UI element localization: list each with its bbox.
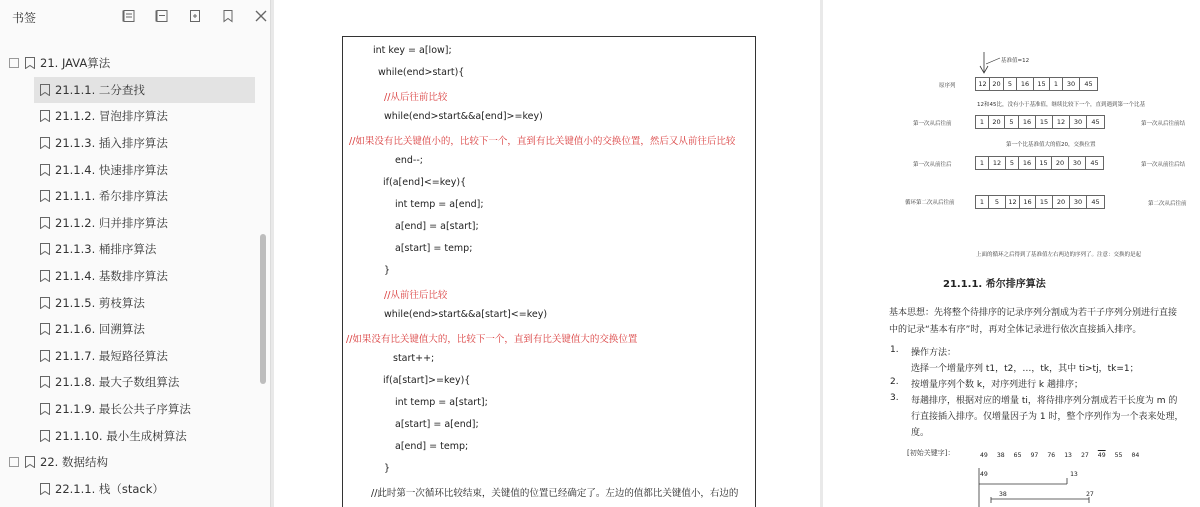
tree-item[interactable] [0, 316, 262, 343]
list-text: 每趟排序，根据对应的增量 ti，将待排序列分割成若干长度为 m 的 [911, 396, 1178, 406]
bookmark-icon [40, 430, 50, 442]
bookmark-icon [25, 57, 35, 69]
tree-item[interactable] [0, 236, 262, 263]
side-note: 第二次从后往前 [1148, 201, 1187, 207]
row-label: 原序列 [939, 83, 956, 89]
sequence-cell: 15 [1036, 196, 1053, 208]
bookmark-icon [40, 137, 50, 149]
bookmark-icon [40, 190, 50, 202]
list-text: 选择一个增量序列 t1，t2，…，tk，其中 ti>tj，tk=1； [911, 364, 1139, 374]
side-note: 第一次从前往后结 [1141, 162, 1186, 168]
sequence-row [975, 195, 1105, 209]
document-page [823, 0, 1200, 507]
bookmark-icon [25, 456, 35, 468]
tree-item-label: 22.1.1. 栈（stack） [55, 481, 164, 496]
tree-value: 38 [999, 490, 1007, 498]
tree-item[interactable] [0, 289, 262, 316]
tree-value: 27 [1086, 490, 1094, 498]
sequence-cell: 16 [1019, 157, 1036, 169]
document-page [274, 0, 820, 507]
code-line: if(a[start]>=key){ [383, 375, 471, 386]
sequence-cell: 5 [1005, 116, 1019, 128]
code-line: } [384, 463, 391, 474]
tree-item-label: 21.1.6. 回溯算法 [55, 322, 145, 337]
tree-item-label: 21.1.10. 最小生成树算法 [55, 428, 187, 443]
code-line: int key = a[low]; [373, 45, 452, 56]
sequence-cell: 1 [976, 196, 989, 208]
tree-item-label: 21.1.4. 快速排序算法 [55, 162, 168, 177]
tree-item-label: 21.1.3. 插入排序算法 [55, 136, 168, 151]
sidebar-scrollbar[interactable] [260, 234, 266, 384]
sequence-cell: 20 [990, 78, 1004, 90]
close-icon[interactable] [250, 7, 271, 25]
bookmark-icon [40, 270, 50, 282]
paragraph-line: 基本思想：先将整个待排序的记录序列分割成为若干子序列分别进行直接 [889, 308, 1178, 318]
tree-item[interactable] [0, 369, 262, 396]
expand-all-icon[interactable] [118, 7, 139, 25]
tree-item-label: 21.1.2. 冒泡排序算法 [55, 109, 168, 124]
diagram-note: 上面的循环之后得到了基准值左右两边的序列了。注意：交换的是起 [976, 252, 1142, 258]
expander-icon[interactable] [9, 457, 19, 467]
list-text: 度。 [911, 428, 930, 438]
tree-item-label: 21.1.2. 归并排序算法 [55, 215, 168, 230]
bookmark-toolbar [118, 7, 271, 25]
sequence-cell: 15 [1036, 157, 1052, 169]
tree-item[interactable] [0, 103, 262, 130]
code-comment: //从后往前比较 [384, 92, 448, 103]
bookmark-icon [40, 110, 50, 122]
code-line: if(a[end]<=key){ [383, 177, 467, 188]
sequence-cell: 12 [976, 78, 990, 90]
sequence-cell: 30 [1070, 196, 1087, 208]
tree-item-label: 21.1.7. 最短路径算法 [55, 348, 168, 363]
tree-item[interactable] [0, 396, 262, 423]
base-value-label: 基准值=12 [1001, 58, 1030, 64]
sequence-row [975, 156, 1104, 170]
list-text: 操作方法： [911, 348, 957, 358]
bookmark-icon [40, 164, 50, 176]
keys-row [980, 451, 1139, 459]
sequence-cell: 15 [1036, 116, 1053, 128]
key-value: 13 [1064, 451, 1072, 459]
sequence-cell: 45 [1090, 159, 1099, 167]
bookmark-icon[interactable] [217, 7, 238, 25]
key-value: 97 [1030, 451, 1039, 459]
bookmark-icon [40, 323, 50, 335]
tree-item-label: 21.1.1. 希尔排序算法 [55, 189, 168, 204]
code-line: while(end>start){ [378, 67, 465, 78]
sequence-cell: 15 [1034, 78, 1050, 90]
row-label: 第一次从后往前 [913, 121, 952, 127]
key-value: 76 [1047, 451, 1056, 459]
sequence-cell: 1 [976, 157, 989, 169]
bookmark-panel-header [0, 0, 270, 34]
bookmark-icon [40, 483, 50, 495]
sequence-cell: 20 [1052, 157, 1069, 169]
bookmark-tree [0, 50, 262, 502]
key-value: 49 [1097, 451, 1106, 459]
sequence-cell: 16 [1019, 116, 1036, 128]
code-line: end--; [395, 155, 423, 166]
sequence-cell: 45 [1084, 80, 1093, 88]
sequence-cell: 45 [1091, 198, 1100, 206]
bookmark-icon [40, 403, 50, 415]
sequence-cell: 30 [1063, 78, 1080, 90]
bookmark-icon [40, 350, 50, 362]
tree-item[interactable] [0, 183, 262, 210]
code-line: a[start] = a[end]; [395, 419, 479, 430]
code-comment: //从前往后比较 [384, 290, 448, 301]
expander-icon[interactable] [9, 58, 19, 68]
sequence-cell: 16 [1020, 196, 1036, 208]
tree-item[interactable] [0, 130, 262, 157]
code-line: } [384, 265, 391, 276]
bookmark-icon [40, 376, 50, 388]
code-line: a[end] = a[start]; [395, 221, 479, 232]
list-text: 行直接插入排序。仅增量因子为 1 时，整个序列作为一个表来处理， [911, 412, 1184, 422]
tree-item[interactable] [0, 476, 262, 503]
sequence-cell: 20 [1053, 196, 1070, 208]
sequence-cell: 5 [989, 196, 1006, 208]
sequence-cell: 12 [1053, 116, 1070, 128]
bookmark-icon [40, 243, 50, 255]
code-line: a[start] = temp; [395, 243, 473, 254]
sequence-cell: 16 [1017, 78, 1034, 90]
sequence-row [975, 77, 1098, 91]
tree-item-label: 21.1.1. 二分查找 [55, 82, 145, 97]
pointer-line [986, 56, 1001, 66]
tree-item[interactable] [34, 77, 255, 104]
bookmark-icon [40, 297, 50, 309]
key-value: 49 [980, 451, 988, 459]
diagram-note: 第一个比基准值大的值20，交换位置 [1006, 142, 1096, 148]
code-comment: //如果没有比关键值大的，比较下一个，直到有比关键值大的交换位置 [346, 334, 638, 345]
row-label: 第一次从前往后 [913, 162, 952, 168]
key-value: 38 [996, 451, 1005, 459]
tree-item[interactable] [0, 343, 262, 370]
bookmark-panel-title: 书签 [12, 10, 37, 25]
tree-item[interactable] [0, 50, 262, 77]
tree-item-label: 21.1.3. 桶排序算法 [55, 242, 157, 257]
code-line: int temp = a[end]; [395, 199, 484, 210]
code-comment: //如果没有比关键值小的，比较下一个，直到有比关键值小的交换位置，然后又从前往后比较 [349, 136, 736, 147]
key-value: 27 [1080, 451, 1089, 459]
tree-item-label: 22. 数据结构 [40, 455, 108, 470]
bookmark-add-icon[interactable] [184, 7, 205, 25]
tree-item-label: 21.1.9. 最长公共子序算法 [55, 402, 191, 417]
tree-item-label: 21.1.4. 基数排序算法 [55, 269, 168, 284]
sequence-cell: 12 [989, 157, 1006, 169]
row-label: 循环第二次从后往前 [905, 200, 955, 206]
tree-value: 49 [980, 470, 988, 478]
tree-item[interactable] [0, 449, 262, 476]
code-line: while(end>start&&a[start]<=key) [384, 309, 548, 320]
code-line: int temp = a[start]; [395, 397, 488, 408]
sequence-cell: 20 [989, 116, 1005, 128]
tree-item[interactable] [0, 422, 262, 449]
code-line: a[end] = temp; [395, 441, 469, 452]
bookmark-icon [40, 217, 50, 229]
section-heading: 21.1.1. 希尔排序算法 [943, 279, 1046, 290]
list-number: 2. [890, 377, 899, 387]
tree-item-label: 21.1.5. 剪枝算法 [55, 295, 145, 310]
keys-label: [初始关键字]： [907, 449, 955, 457]
sequence-cell: 5 [1006, 157, 1019, 169]
code-line: start++; [393, 353, 435, 364]
tree-value: 13 [1070, 470, 1078, 478]
tree-item[interactable] [0, 210, 262, 237]
tree-item[interactable] [0, 263, 262, 290]
list-number: 3. [890, 393, 899, 403]
key-value: 55 [1114, 451, 1123, 459]
sequence-cell: 12 [1006, 196, 1020, 208]
bookmark-icon [40, 84, 50, 96]
list-text: 按增量序列个数 k，对序列进行 k 趟排序； [911, 380, 1084, 390]
sequence-cell: 5 [1004, 78, 1017, 90]
tree-item-label: 21.1.8. 最大子数组算法 [55, 375, 180, 390]
side-note: 第一次从后往前结 [1141, 121, 1186, 127]
sequence-cell: 30 [1070, 116, 1087, 128]
key-value: 04 [1131, 451, 1140, 459]
sequence-cell: 1 [976, 116, 989, 128]
sequence-row [975, 115, 1105, 129]
tree-item[interactable] [0, 156, 262, 183]
sequence-cell: 1 [1050, 78, 1063, 90]
sequence-cell: 45 [1091, 118, 1100, 126]
tree-item-label: 21. JAVA算法 [40, 56, 111, 71]
collapse-all-icon[interactable] [151, 7, 172, 25]
bookmark-panel [0, 0, 271, 507]
key-value: 65 [1013, 451, 1022, 459]
paragraph-line: 中的记录“基本有序”时，再对全体记录进行依次直接插入排序。 [889, 325, 1142, 335]
grouping-diagram [973, 462, 1123, 507]
diagram-note: 12和45比，没有小于基准值，继续比较下一个，直到遇到第一个比基 [977, 102, 1145, 108]
code-line: //此时第一次循环比较结束，关键值的位置已经确定了。左边的值都比关键值小，右边的 [371, 488, 739, 499]
list-number: 1. [890, 345, 899, 355]
code-block [342, 36, 756, 507]
code-line: while(end>start&&a[end]>=key) [384, 111, 543, 122]
sequence-cell: 30 [1069, 157, 1086, 169]
